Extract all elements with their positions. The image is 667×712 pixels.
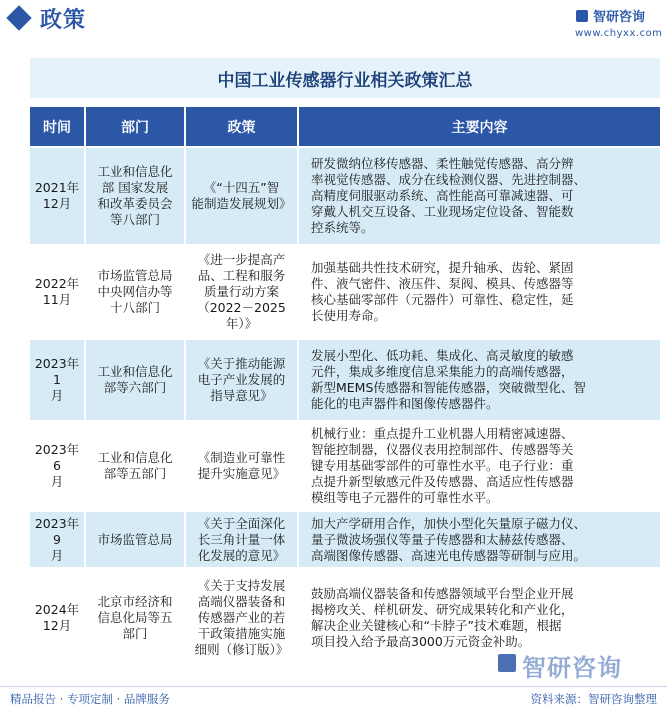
cell-dept: 市场监管总局 中央网信办等 十八部门	[85, 245, 185, 339]
column-header-policy: 政策	[185, 107, 298, 147]
table-row	[30, 339, 660, 421]
column-header-time: 时间	[30, 107, 85, 147]
section-title: 政策	[40, 8, 87, 33]
page-header	[0, 0, 667, 40]
cell-time: 2021年 12月	[30, 147, 85, 245]
cell-dept: 市场监管总局	[85, 511, 185, 568]
table-title: 中国工业传感器行业相关政策汇总	[217, 71, 473, 91]
column-header-content: 主要内容	[298, 107, 660, 147]
table-row	[30, 147, 660, 245]
cell-policy: 《制造业可靠性 提升实施意见》	[185, 421, 298, 511]
section-diamond-icon	[6, 5, 31, 30]
cell-time: 2023年1 月	[30, 339, 85, 421]
cell-policy: 《关于支持发展 高端仪器装备和 传感器产业的若 干政策措施实施 细则（修订版）》	[185, 568, 298, 667]
table-header-row	[30, 107, 660, 147]
cell-dept: 工业和信息化 部 国家发展 和改革委员会 等八部门	[85, 147, 185, 245]
cell-dept: 工业和信息化 部等五部门	[85, 421, 185, 511]
footer-source: 资料来源：智研咨询整理	[530, 692, 657, 706]
cell-content: 加强基础共性技术研究，提升轴承、齿轮、紧固 件、液气密件、液压件、泵阀、模具、传感器等 核心基础零部件（元器件）可靠性、稳定性，延 长使用寿命。	[298, 245, 660, 339]
brand-name: 智研咨询	[593, 10, 646, 25]
cell-content: 研发微纳位移传感器、柔性触觉传感器、高分辨 率视觉传感器、成分在线检测仪器、先进控制器、 高精度伺服驱动系统、高性能高可靠减速器、可 穿戴人机交互设备、工业现场定位设备、智能数 控系统等。	[298, 147, 660, 245]
cell-time: 2023年6 月	[30, 421, 85, 511]
brand-url: www.chyxx.com	[575, 28, 663, 39]
table-row	[30, 245, 660, 339]
footer-divider	[0, 686, 667, 687]
footer-tagline: 精品报告 · 专项定制 · 品牌服务	[10, 692, 170, 706]
cell-time: 2024年 12月	[30, 568, 85, 667]
column-header-dept: 部门	[85, 107, 185, 147]
cell-time: 2022年 11月	[30, 245, 85, 339]
cell-policy: 《“十四五”智 能制造发展规划》	[185, 147, 298, 245]
cell-time: 2023年9 月	[30, 511, 85, 568]
table-title-bar	[30, 58, 660, 98]
brand-logo-icon	[576, 10, 588, 22]
cell-content: 发展小型化、低功耗、集成化、高灵敏度的敏感 元件，集成多维度信息采集能力的高端传感器， 新型MEMS传感器和智能传感器，突破微型化、智 能化的电声器件和图像传感器件。	[298, 339, 660, 421]
cell-dept: 工业和信息化 部等六部门	[85, 339, 185, 421]
table-row	[30, 421, 660, 511]
cell-policy: 《关于全面深化 长三角计量一体 化发展的意见》	[185, 511, 298, 568]
cell-policy: 《关于推动能源 电子产业发展的 指导意见》	[185, 339, 298, 421]
table-row	[30, 511, 660, 568]
cell-content: 机械行业：重点提升工业机器人用精密减速器、 智能控制器，仪器仪表用控制部件、传感器等关 键专用基础零部件的可靠性水平。电子行业：重 点提升新型敏感元件及传感器、高适应性传感器 模组等电子元器件的可靠性水平。	[298, 421, 660, 511]
cell-dept: 北京市经济和 信息化局等五 部门	[85, 568, 185, 667]
cell-content: 鼓励高端仪器装备和传感器领域平台型企业开展 揭榜攻关、样机研发、研究成果转化和产业化， 解决企业关键核心和“卡脖子”技术难题，根据 项目投入给予最高3000万元资金补助。	[298, 568, 660, 667]
cell-policy: 《进一步提高产 品、工程和服务 质量行动方案 （2022－2025 年）》	[185, 245, 298, 339]
watermark-text: 智研咨询	[522, 654, 622, 682]
watermark-logo-icon	[498, 654, 516, 672]
cell-content: 加大产学研用合作，加快小型化矢量原子磁力仪、 量子微波场强仪等量子传感器和太赫兹传感器、 高端图像传感器、高速光电传感器等研制与应用。	[298, 511, 660, 568]
policy-table	[30, 107, 660, 667]
